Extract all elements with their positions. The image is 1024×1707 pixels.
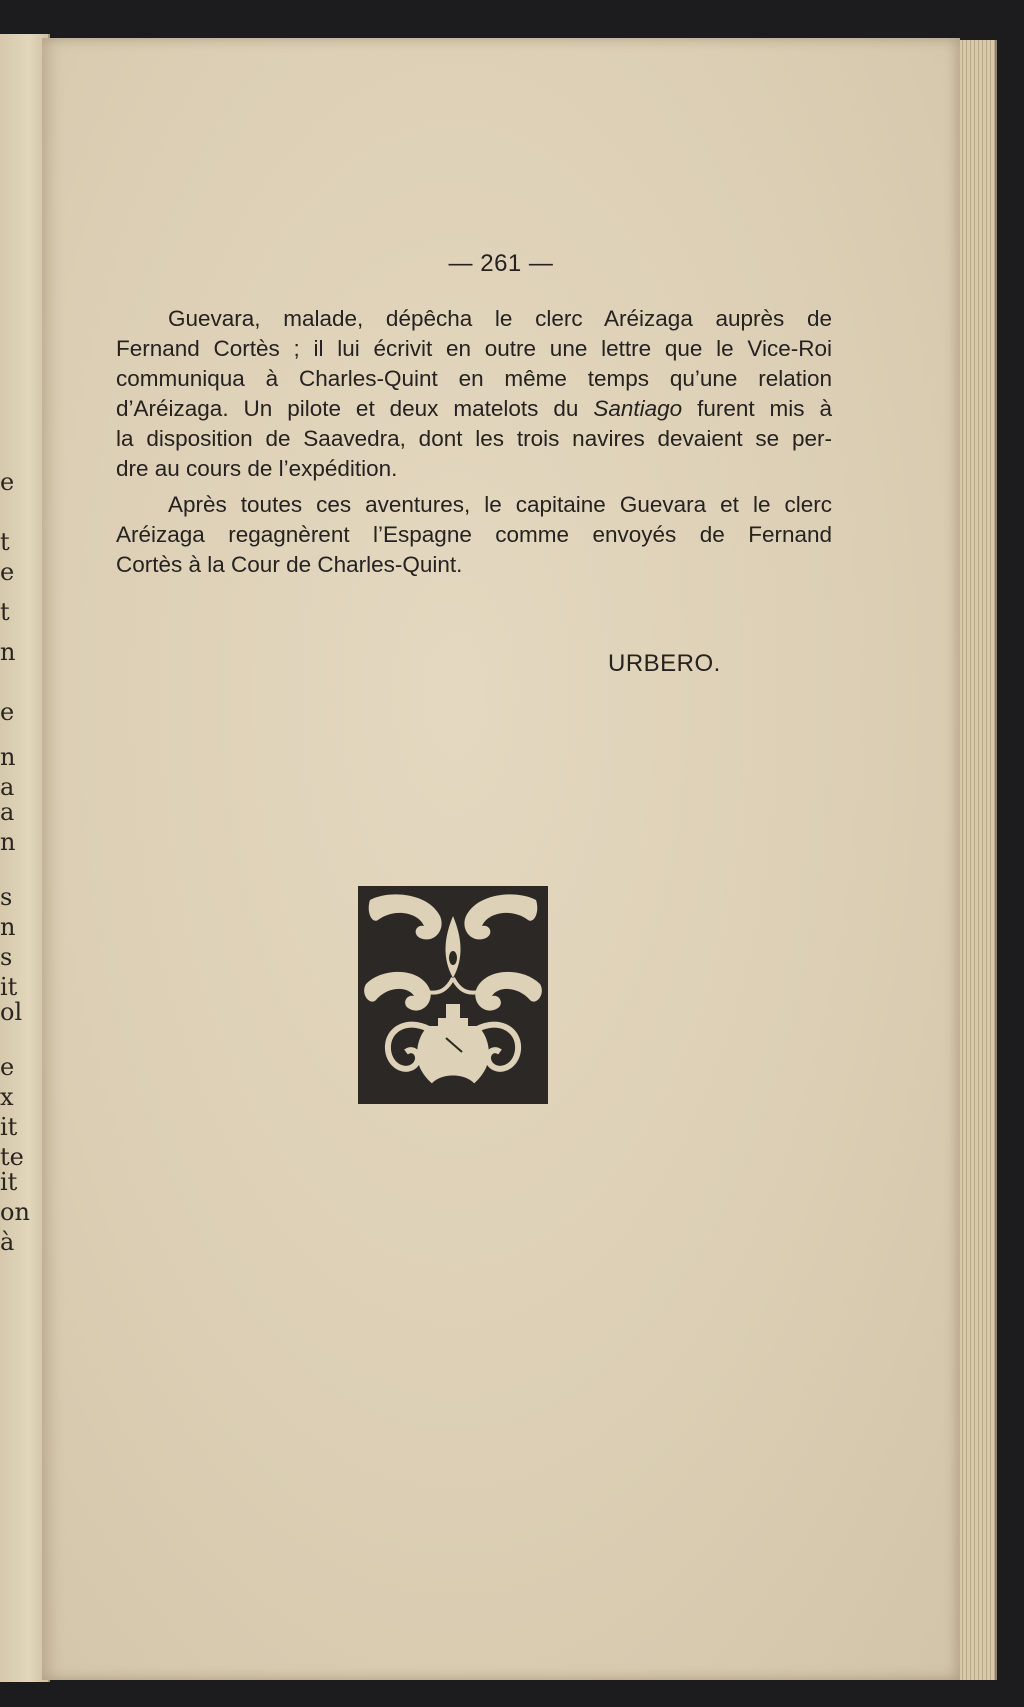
text-line: communiqua à Charles-Quint en même temps qu’une relation [116, 366, 832, 391]
page-stack-edges [955, 40, 997, 1680]
previous-page-text-fragment: n [0, 913, 16, 941]
book-page [42, 38, 960, 1680]
previous-page-text-fragment: n [0, 638, 16, 666]
previous-page-text-fragment: t [0, 598, 10, 626]
previous-page-text-fragment: à [0, 1228, 15, 1256]
previous-page-text-fragment: t [0, 528, 10, 556]
previous-page-text-fragment: it [0, 1168, 18, 1196]
previous-page-text-fragment: e [0, 468, 15, 496]
text-line: Après toutes ces aventures, le capitaine Guevara et le clerc [168, 492, 832, 517]
previous-page-text-fragment: a [0, 798, 15, 826]
text-line: Guevara, malade, dépêcha le clerc Aréizaga auprès de [168, 306, 832, 331]
previous-page-text-fragment: n [0, 828, 16, 856]
text-line: dre au cours de l’expédition. [116, 456, 398, 481]
previous-page-text-fragment: it [0, 1113, 18, 1141]
text-segment: d’Aréizaga. Un pilote et deux matelots du [116, 396, 594, 421]
previous-page-text-fragment: e [0, 558, 15, 586]
previous-page-text-fragment: n [0, 743, 16, 771]
previous-page-text-fragment: e [0, 698, 15, 726]
previous-page-text-fragment: e [0, 1053, 15, 1081]
text-line-with-italic [116, 394, 832, 424]
text-line: Cortès à la Cour de Charles-Quint. [116, 552, 463, 577]
previous-page-text-fragment: a [0, 773, 15, 801]
previous-page-text-fragment: s [0, 883, 13, 911]
author-signature: URBERO. [608, 650, 721, 677]
previous-page-text-fragment: te [0, 1143, 24, 1171]
text-segment: furent mis à [682, 396, 832, 421]
previous-page-text-fragment: x [0, 1083, 14, 1111]
ship-name-italic: Santiago [593, 396, 683, 421]
page-number: — 261 — [448, 250, 554, 277]
text-line: Aréizaga regagnèrent l’Espagne comme envoyés de Fernand [116, 522, 832, 547]
previous-page-text-fragment: it [0, 973, 18, 1001]
previous-page-text-fragment: s [0, 943, 13, 971]
previous-page-text-fragment: ol [0, 998, 23, 1026]
body-text [116, 304, 832, 580]
vase-with-foliage-ornament-icon [358, 886, 548, 1104]
previous-page-text-fragment: on [0, 1198, 30, 1226]
text-line: la disposition de Saavedra, dont les trois navires devaient se per- [116, 426, 832, 451]
text-line: Fernand Cortès ; il lui écrivit en outre une lettre que le Vice-Roi [116, 336, 832, 361]
